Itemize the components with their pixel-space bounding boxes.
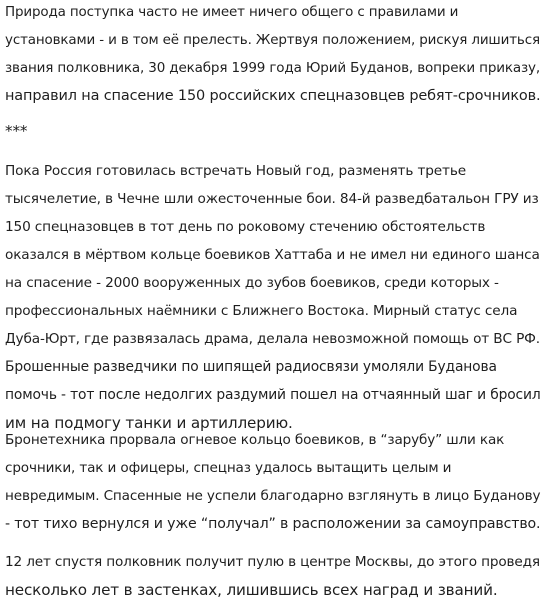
- text-line: 12 лет спустя полковник получит пулю в центре Москвы, до этого проведя: [5, 554, 540, 570]
- text-line: звания полковника, 30 декабря 1999 года Юрий Буданов, вопреки приказу,: [5, 60, 541, 76]
- text-line: Бронетехника прорвала огневое кольцо боевиков, в “зарубу” шли как: [5, 432, 505, 448]
- text-line: Брошенные разведчики по шипящей радиосвязи умоляли Буданова: [5, 359, 497, 375]
- text-line: направил на спасение 150 российских спецназовцев ребят-срочников.: [5, 88, 541, 104]
- section-separator: [5, 117, 27, 145]
- text-line: им на подмогу танки и артиллерию.: [5, 414, 293, 432]
- text-line: Пока Россия готовилась встречать Новый год, разменять третье: [5, 163, 466, 179]
- text-line: тысячелетие, в Чечне шли ожесточенные бои. 84-й разведбатальон ГРУ из: [5, 191, 539, 207]
- text-line: помочь - тот после недолгих раздумий пошел на отчаянный шаг и бросил: [5, 387, 541, 403]
- text-line: оказался в мёртвом кольце боевиков Хаттаба и не имел ни единого шанса: [5, 247, 540, 263]
- text-line: - тот тихо вернулся и уже “получал” в расположении за самоуправство.: [5, 516, 541, 532]
- text-line: Природа поступка часто не имеет ничего общего с правилами и: [5, 4, 459, 20]
- text-line: установками - и в том её прелесть. Жертвуя положением, рискуя лишиться: [5, 32, 540, 48]
- paragraph-battle: [5, 157, 541, 437]
- paragraph-rescue: [5, 426, 540, 538]
- text-line: невредимым. Спасенные не успели благодарно взглянуть в лицо Буданову: [5, 488, 541, 504]
- paragraph-intro: [5, 0, 540, 110]
- separator-text: ***: [5, 122, 28, 140]
- text-line: срочники, так и офицеры, спецназ удалось вытащить целым и: [5, 460, 452, 476]
- text-line: несколько лет в застенках, лишившись всех наград и званий.: [5, 581, 498, 599]
- text-line: на спасение - 2000 вооруженных до зубов боевиков, среди которых -: [5, 275, 499, 291]
- text-line: профессиональных наёмники с Ближнего Востока. Мирный статус села: [5, 303, 518, 319]
- text-line: 150 спецназовцев в тот день по роковому стечению обстоятельств: [5, 219, 486, 235]
- text-line: Дуба-Юрт, где развязалась драма, делала невозможной помощь от ВС РФ.: [5, 331, 540, 347]
- paragraph-epilogue: [5, 548, 540, 604]
